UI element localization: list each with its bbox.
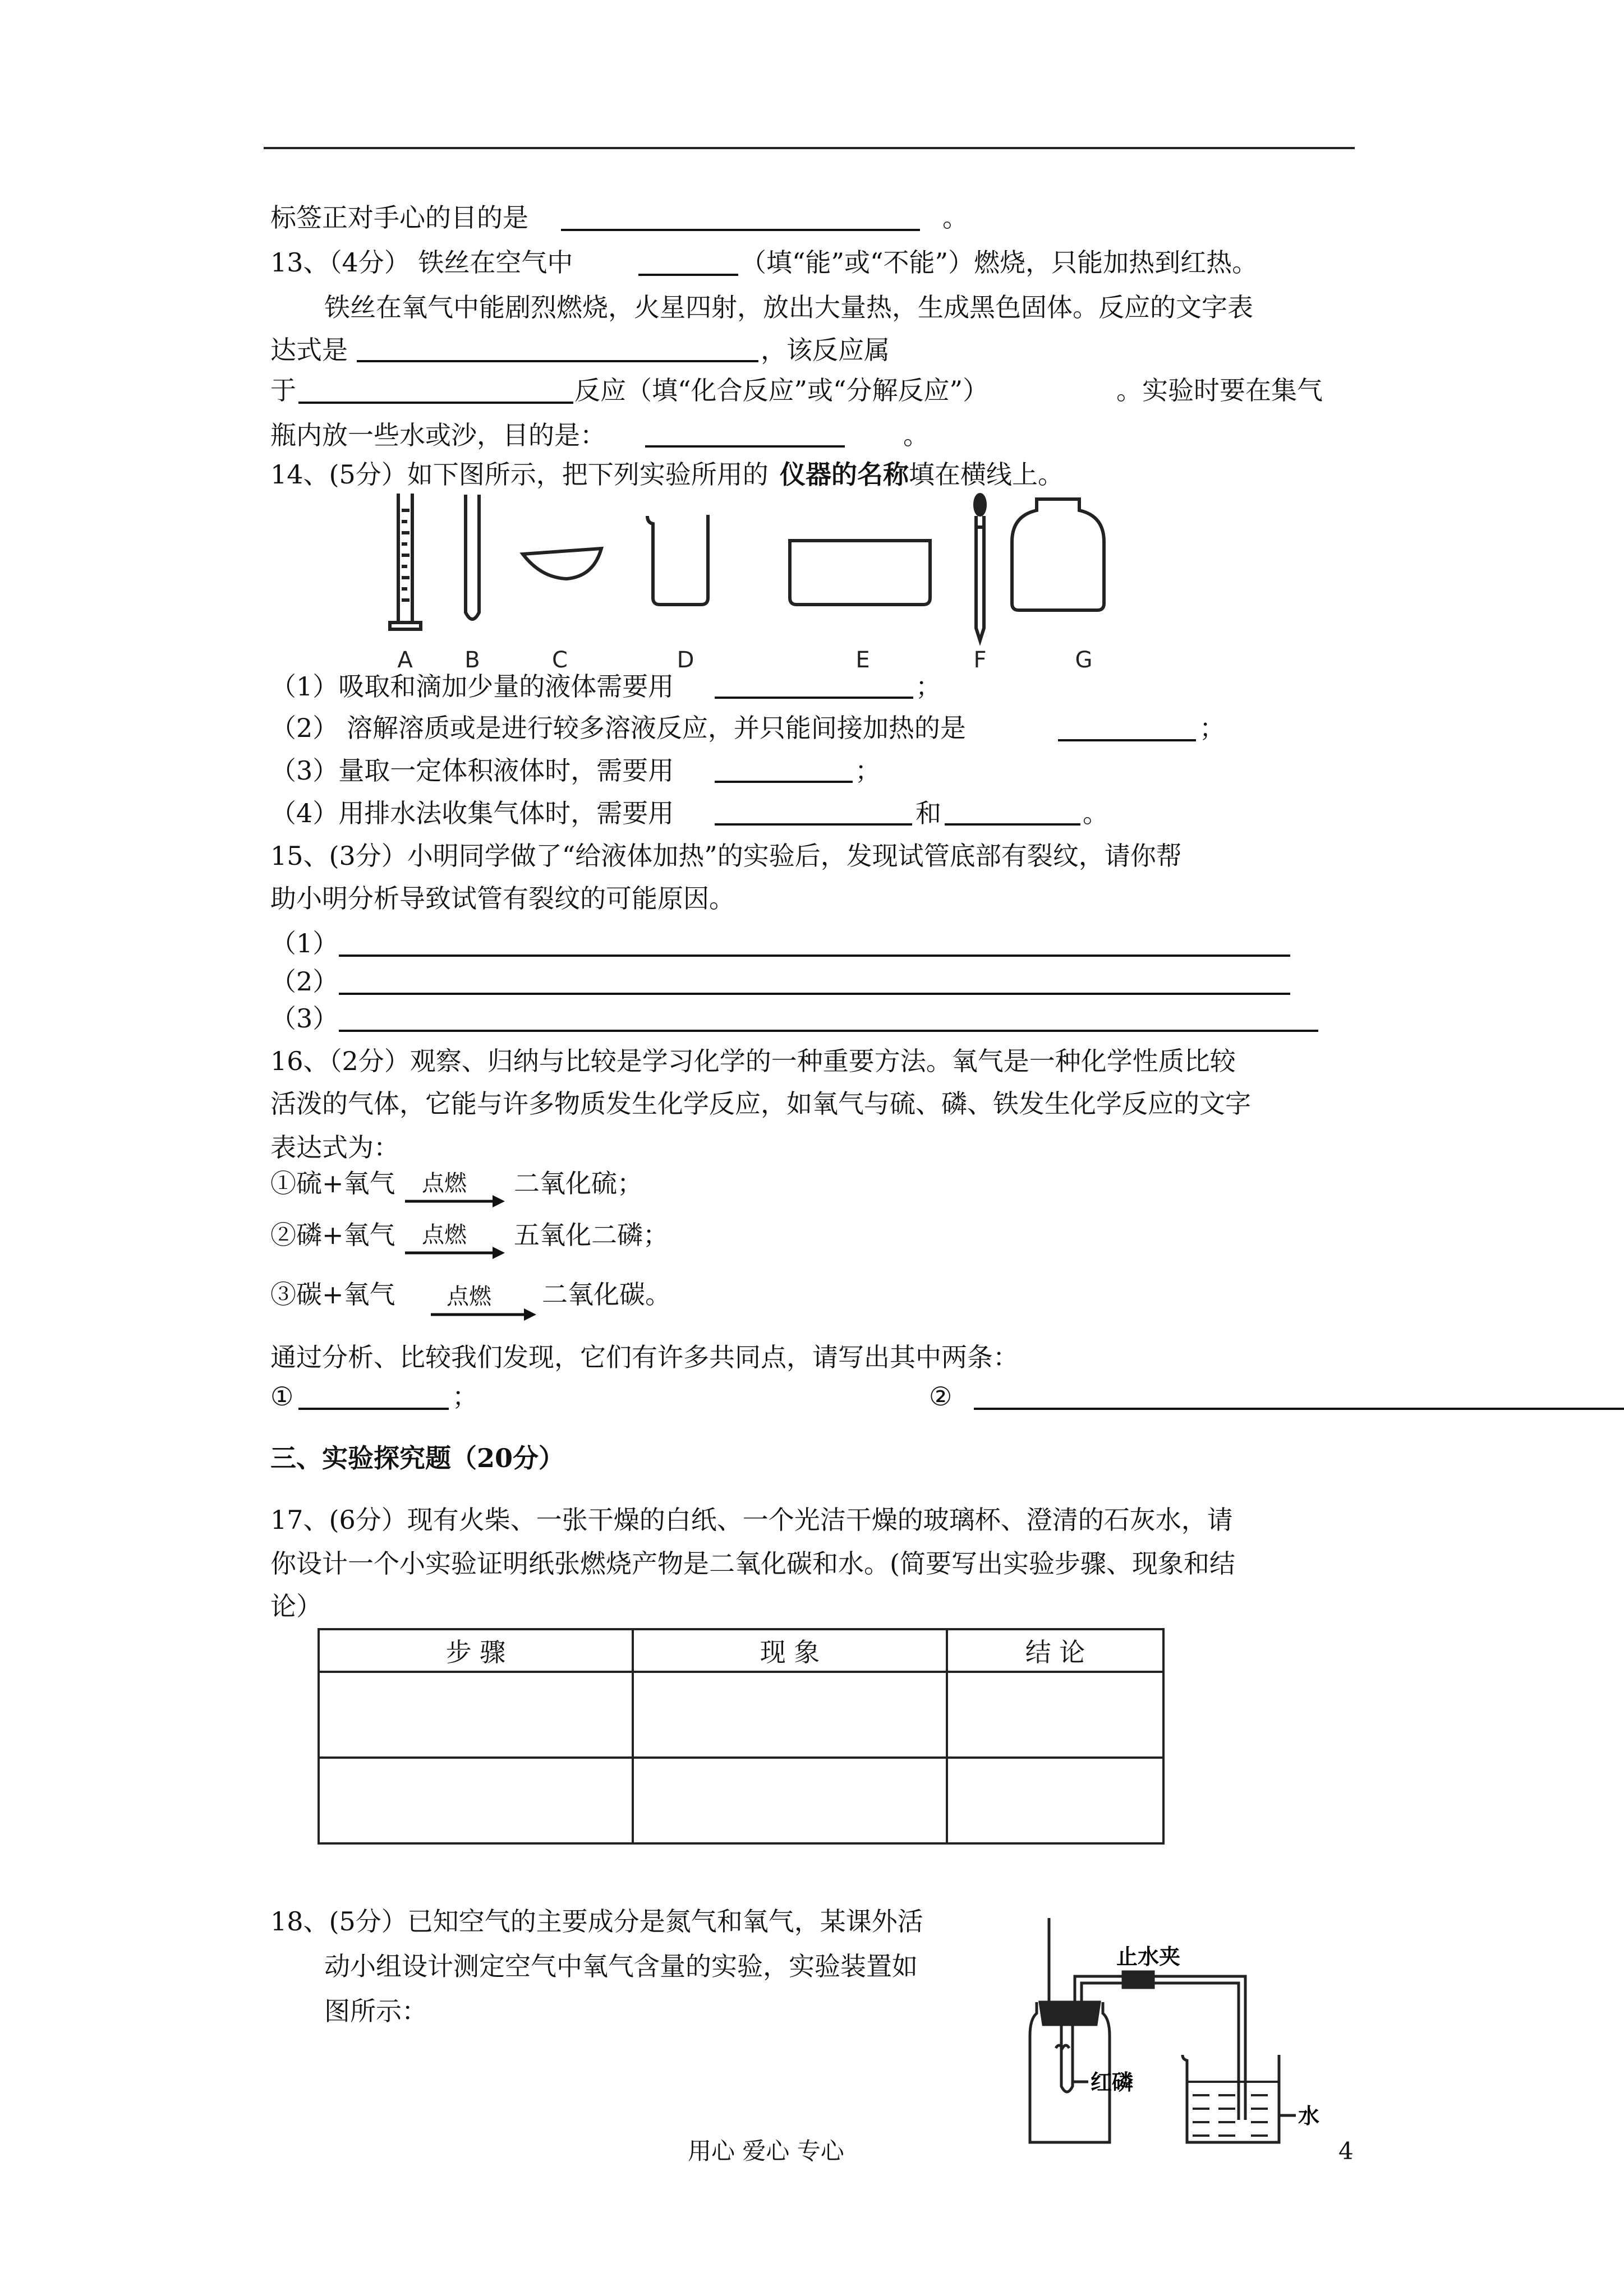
- table-row: [319, 1758, 1163, 1843]
- section-3-heading: 三、实验探究题（20分）: [270, 1443, 565, 1473]
- q13-line2: 铁丝在氧气中能剧烈燃烧，火星四射，放出大量热，生成黑色固体。反应的文字表: [324, 292, 1253, 322]
- apparatus-label-a: A: [397, 647, 413, 673]
- apparatus-label-e: E: [855, 647, 870, 673]
- footer-motto: 用心 爱心 专心: [688, 2137, 844, 2165]
- lab-apparatus-figure: [381, 488, 1144, 679]
- q14-blank-3[interactable]: [715, 781, 853, 783]
- q13-line5-prefix: 瓶内放一些水或沙，目的是：: [270, 420, 606, 450]
- q17-line2: 你设计一个小实验证明纸张燃烧产物是二氧化碳和水。(简要写出实验步骤、现象和结: [270, 1548, 1235, 1579]
- q13-line4-mid: 反应（填“化合反应”或“分解反应”）: [574, 375, 989, 405]
- beaker-icon: [647, 515, 708, 605]
- table-row: [319, 1672, 1163, 1758]
- header-phenomena: 现 象: [633, 1629, 947, 1672]
- table-cell[interactable]: [633, 1672, 947, 1758]
- header-rule: [264, 147, 1355, 149]
- q14-item1-end: ；: [915, 671, 941, 702]
- q15-ans3-label: （3）: [270, 1003, 339, 1034]
- oxygen-apparatus-figure: [1015, 1918, 1329, 2148]
- reaction-1-arrow-icon: [403, 1193, 507, 1209]
- gas-bottle-icon: [1012, 499, 1104, 610]
- q18-line3: 图所示：: [324, 1996, 427, 2026]
- clamp-icon: [1123, 1972, 1153, 1988]
- dropper-icon: [975, 495, 985, 640]
- q16-line1: 16、（2分）观察、归纳与比较是学习化学的一种重要方法。氧气是一种化学性质比较: [270, 1046, 1236, 1076]
- reaction-3-left: ③碳+氧气: [270, 1279, 395, 1310]
- label-phosphorus: 红磷: [1091, 2070, 1134, 2095]
- q16-prompt: 通过分析、比较我们发现，它们有许多共同点，请写出其中两条：: [270, 1342, 1019, 1372]
- q18-line2: 动小组设计测定空气中氧气含量的实验，实验装置如: [324, 1951, 918, 1981]
- q16-ans2-label: ②: [929, 1381, 953, 1412]
- q14-title-c: 填在横线上。: [909, 459, 1064, 490]
- table-cell[interactable]: [319, 1758, 633, 1843]
- reaction-3-right: 二氧化碳。: [542, 1279, 671, 1310]
- graduated-cylinder-icon: [390, 494, 421, 629]
- q13-line3-prefix: 达式是: [270, 335, 348, 365]
- q15-line1: 15、(3分）小明同学做了“给液体加热”的实验后，发现试管底部有裂纹，请你帮: [270, 841, 1182, 871]
- q13-line3-suffix: ，该反应属: [761, 335, 890, 365]
- label-water: 水: [1298, 2104, 1320, 2128]
- glass-tube: [1075, 1976, 1245, 2120]
- q13-line4-suffix: 。实验时要在集气: [1116, 375, 1323, 405]
- table-header-row: [319, 1629, 1163, 1672]
- q16-line3: 表达式为：: [270, 1132, 399, 1163]
- q12-end: 。: [942, 202, 968, 233]
- label-clamp: 止水夹: [1116, 1944, 1181, 1969]
- q14-title-b: 仪器的名称: [780, 459, 909, 490]
- reaction-2-arrow-icon: [403, 1245, 507, 1261]
- page-number: 4: [1338, 2137, 1354, 2165]
- table-cell[interactable]: [947, 1672, 1163, 1758]
- reaction-1-cond: 点燃: [422, 1170, 467, 1196]
- experiment-table: [318, 1628, 1165, 1845]
- beaker-icon: [1183, 2055, 1279, 2142]
- reaction-3-cond: 点燃: [447, 1284, 491, 1310]
- q12-text: 标签正对手心的目的是: [270, 202, 528, 233]
- q15-ans1-label: （1）: [270, 928, 339, 958]
- q14-item4-mid: 和: [915, 798, 941, 828]
- reaction-2-cond: 点燃: [422, 1222, 467, 1248]
- q16-blank-1[interactable]: [298, 1408, 449, 1410]
- q14-item4: （4）用排水法收集气体时，需要用: [270, 798, 674, 828]
- q16-ans1-end: ；: [452, 1381, 478, 1412]
- q14-title-a: 14、(5分）如下图所示，把下列实验所用的: [270, 459, 769, 490]
- table-cell[interactable]: [633, 1758, 947, 1843]
- q14-item1: （1）吸取和滴加少量的液体需要用: [270, 671, 674, 702]
- trough-icon: [790, 541, 930, 605]
- q14-item4-end: 。: [1083, 798, 1108, 828]
- q14-item3-end: ；: [855, 755, 881, 786]
- q13-line1-suffix: （填“能”或“不能”）燃烧，只能加热到红热。: [740, 247, 1258, 278]
- reaction-2-left: ②磷+氧气: [270, 1220, 395, 1250]
- apparatus-label-d: D: [677, 647, 694, 673]
- header-steps: 步 骤: [319, 1629, 633, 1672]
- reaction-2-right: 五氧化二磷；: [514, 1220, 669, 1250]
- q16-line2: 活泼的气体，它能与许多物质发生化学反应，如氧气与硫、磷、铁发生化学反应的文字: [270, 1089, 1251, 1119]
- q13-blank-2[interactable]: [357, 360, 758, 362]
- reaction-1-right: 二氧化硫；: [514, 1168, 643, 1198]
- q16-ans1-label: ①: [270, 1381, 294, 1412]
- q15-ans2-label: （2）: [270, 966, 339, 997]
- table-cell[interactable]: [319, 1672, 633, 1758]
- evaporating-dish-icon: [523, 548, 601, 579]
- test-tube-icon: [466, 495, 479, 619]
- q14-blank-1[interactable]: [715, 697, 913, 699]
- q13-line5-end: 。: [903, 420, 929, 450]
- q13-blank-1[interactable]: [638, 274, 738, 276]
- q17-line3: 论）: [270, 1591, 322, 1621]
- q15-blank-1[interactable]: [339, 955, 1290, 957]
- table-cell[interactable]: [947, 1758, 1163, 1843]
- q14-item2-end: ；: [1199, 713, 1225, 743]
- q17-line1: 17、(6分）现有火柴、一张干燥的白纸、一个光洁干燥的玻璃杯、澄清的石灰水，请: [270, 1505, 1233, 1535]
- q18-line1: 18、(5分）已知空气的主要成分是氮气和氧气，某课外活: [270, 1906, 923, 1937]
- q14-blank-4a[interactable]: [715, 823, 912, 826]
- q13-line1-prefix: 13、（4分） 铁丝在空气中: [270, 247, 573, 278]
- q13-blank-4[interactable]: [645, 445, 845, 448]
- q13-blank-3[interactable]: [298, 402, 573, 404]
- reaction-1-left: ①硫+氧气: [270, 1168, 395, 1198]
- apparatus-label-c: C: [552, 647, 568, 673]
- q14-item2: （2） 溶解溶质或是进行较多溶液反应，并只能间接加热的是: [270, 713, 966, 743]
- q15-line2: 助小明分析导致试管有裂纹的可能原因。: [270, 883, 735, 914]
- q14-blank-2[interactable]: [1058, 739, 1196, 741]
- q13-line4-prefix: 于: [270, 375, 296, 405]
- header-conclusion: 结 论: [947, 1629, 1163, 1672]
- reaction-3-arrow-icon: [429, 1307, 539, 1322]
- apparatus-label-b: B: [464, 647, 480, 673]
- q12-blank[interactable]: [561, 229, 920, 231]
- q16-blank-2[interactable]: [974, 1408, 1624, 1410]
- q14-item3: （3）量取一定体积液体时，需要用: [270, 755, 674, 786]
- apparatus-label-g: G: [1075, 647, 1093, 673]
- q14-blank-4b[interactable]: [945, 823, 1080, 826]
- q15-blank-2[interactable]: [339, 993, 1290, 995]
- q15-blank-3[interactable]: [339, 1030, 1318, 1032]
- apparatus-label-f: F: [973, 647, 987, 673]
